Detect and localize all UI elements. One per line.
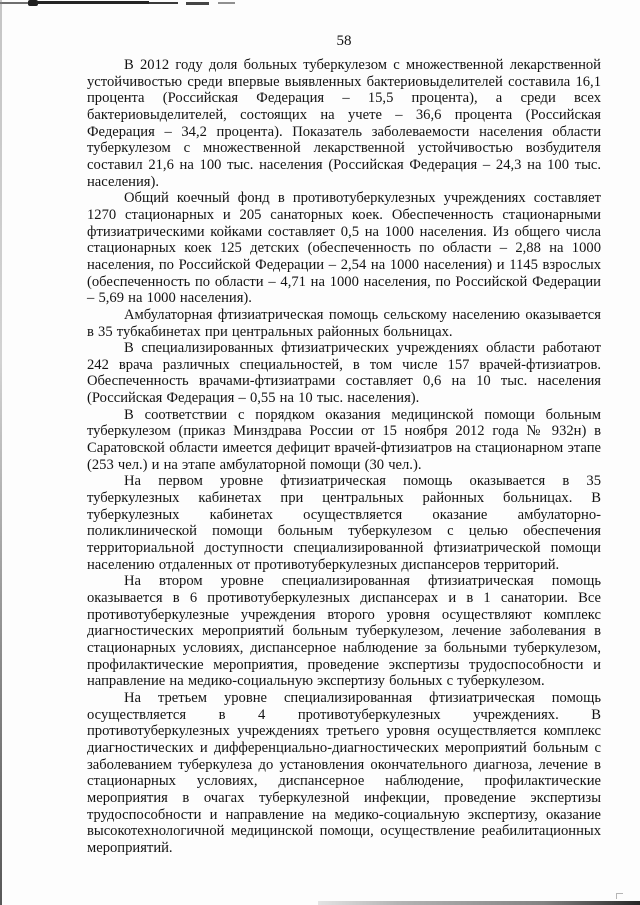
scan-artifact-bottom-line <box>318 901 640 905</box>
scan-artifact-top-line <box>36 1 149 4</box>
scan-artifact-top-dash <box>218 2 235 4</box>
scan-artifact-left-edge <box>0 0 2 905</box>
page-number: 58 <box>336 33 352 49</box>
document-body <box>87 57 601 857</box>
scan-artifact-top-dash <box>186 2 209 5</box>
scan-artifact-top-dash <box>149 2 178 4</box>
paragraph-outpatient-rural-care: Амбулаторная фтизиатрическая помощь сельскому населению оказывается в 35 тубкабинетах при центральных районных больницах. <box>87 306 601 340</box>
paragraph-third-level-care: На третьем уровне специализированная фтизиатрическая помощь осуществляется в 4 противотуберкулезных учреждениях. В противотуберкулезных учреждениях третьего уровня осуществляется комплекс диагностических и дифференциально-диагностических мероприятий больным с заболеванием туберкулеза до установления окончательного диагноза, лечение в стационарных условиях, диспансерное наблюдение, профилактические мероприятия в очагах туберкулезной инфекции, проведение экспертизы трудоспособности и направление на медико-социальную экспертизу, оказание высокотехнологичной медицинской помощи, осуществление реабилитационных мероприятий. <box>87 689 601 856</box>
scan-artifact-top-blob <box>28 0 38 6</box>
paragraph-staffing: В специализированных фтизиатрических учреждениях области работают 242 врача различных специальностей, в том числе 157 врачей-фтизиатров. Обеспеченность врачами-фтизиатрами составляет 0,6 на 10 тыс. населения (Российская Федерация – 0,55 на 10 тыс. населения). <box>87 340 601 407</box>
paragraph-physician-deficit: В соответствии с порядком оказания медицинской помощи больным туберкулезом (приказ Минздрава России от 15 ноября 2012 года № 932н) в Саратовской области имеется дефицит врачей-фтизиатров на стационарном этапе (253 чел.) и на этапе амбулаторной помощи (30 чел.). <box>87 406 601 473</box>
paragraph-bed-fund: Общий коечный фонд в противотуберкулезных учреждениях составляет 1270 стационарных и 205 санаторных коек. Обеспеченность стационарными фтизиатрическими койками составляет 0,5 на 1000 населения. Из общего числа стационарных коек 125 детских (обеспеченность по области – 2,88 на 1000 населения, по Российской Федерации – 2,54 на 1000 населения) и 1145 взрослых (обеспеченность по области – 4,71 на 1000 населения, по Российской Федерации – 5,69 на 1000 населения). <box>87 190 601 307</box>
paragraph-second-level-care: На втором уровне специализированная фтизиатрическая помощь оказывается в 6 противотуберкулезных диспансерах и в 1 санатории. Все противотуберкулезные учреждения второго уровня осуществляют комплекс диагностических мероприятий больным туберкулезом, лечение заболевания в стационарных условиях, диспансерное наблюдение за больными туберкулезом, профилактические мероприятия, проведение экспертизы трудоспособности и направление на медико-социальную экспертизу больных с туберкулезом. <box>87 573 601 690</box>
scan-artifact-mark <box>616 893 623 899</box>
paragraph-mdr-tb-statistics: В 2012 году доля больных туберкулезом с множественной лекарственной устойчивостью среди впервые выявленных бактериовыделителей составила 16,1 процента (Российская Федерация – 15,5 процента), а среди всех бактериовыделителей, состоящих на учете – 36,6 процента (Российская Федерация – 34,2 процента). Показатель заболеваемости населения области туберкулезом с множественной лекарственной устойчивостью возбудителя составил 21,6 на 100 тыс. населения (Российская Федерация – 24,3 на 100 тыс. населения). <box>87 57 601 190</box>
scan-artifact-top-line <box>0 2 36 4</box>
paragraph-first-level-care: На первом уровне фтизиатрическая помощь оказывается в 35 туберкулезных кабинетах при центральных районных больницах. В туберкулезных кабинетах осуществляется оказание амбулаторно-поликлинической помощи больным туберкулезом с целью обеспечения территориальной доступности специализированной фтизиатрической помощи населению отдаленных от противотуберкулезных диспансеров территорий. <box>87 473 601 573</box>
